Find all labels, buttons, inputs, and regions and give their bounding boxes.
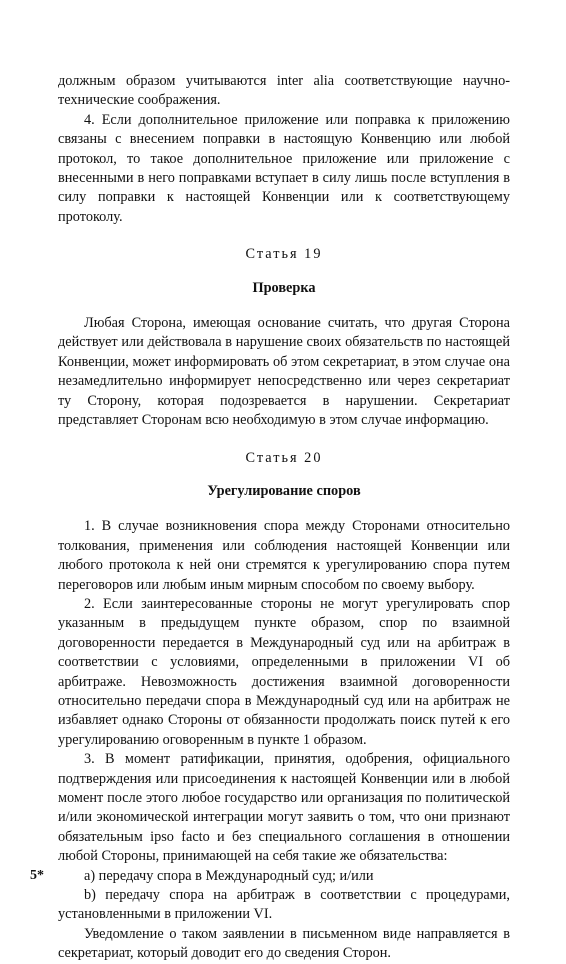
document-page bbox=[58, 72, 510, 964]
article-19-number: Статья 19 bbox=[245, 246, 323, 263]
article-20-paragraph-1: 1. В случае возникновения спора между Сторонами относительно толкования, применения или соблюдения настоящей Конвенции или любого протокола к ней они стремятся к урегулированию спора путем переговоров или любым иным мирным способом по своему выбору. bbox=[58, 518, 510, 593]
paragraph-4: 4. Если дополнительное приложение или поправка к приложению связаны с внесением поправки в настоящую Конвенцию или любой протокол, то такое дополнительное приложение или приложение с внесенными в него поправками вступает в силу лишь после вступления в силу поправки к настоящей Конвенции или к соответствующему протоколу. bbox=[58, 111, 510, 225]
article-19-title: Проверка bbox=[252, 279, 316, 296]
article-20-paragraph-2: 2. Если заинтересованные стороны не могут урегулировать спор указанным в предыдущем пункте образом, спор по взаимной договоренности передается в Международный суд или на арбитраж в соответствии с условиями, определенными в приложении VI об арбитраже. Невозможность достижения взаимной договоренности относительно передачи спора в Международный суд или на арбитраж не избавляет однако Стороны от обязанности продолжать поиск путей к его урегулированию оговоренным в пункте 1 образом. bbox=[58, 595, 510, 748]
article-20-title: Урегулирование споров bbox=[207, 482, 361, 499]
article-20-paragraph-3: 3. В момент ратификации, принятия, одобрения, официального подтверждения или присоединения к настоящей Конвенции или в любой момент после этого любое государство или организация по политической и/или экономической интеграции могут заявить о том, что они признают обязательным ipso facto и без специального соглашения в отношении любой Стороны, принимающей на себя такие же обязательства: bbox=[58, 751, 510, 865]
article-20-number: Статья 20 bbox=[245, 449, 323, 466]
article-20-item-b: b) передачу спора на арбитраж в соответствии с процедурами, установленными в приложении VI. bbox=[58, 887, 510, 923]
article-19-text: Любая Сторона, имеющая основание считать, что другая Сторона действует или действовала в нарушение своих обязательств по настоящей Конвенции, может информировать об этом секретариат, в этом случае она незамедлительно информирует непосредственно или через секретариат ту Сторону, которая подозревается в нарушении. Секретариат представляет Сторонам всю необходимую в этом случае информацию. bbox=[58, 315, 510, 429]
article-20-item-a: а) передачу спора в Международный суд; и/или bbox=[84, 867, 374, 884]
signature-mark: 5* bbox=[30, 868, 44, 883]
continuation-paragraph: должным образом учитываются inter alia соответствующие научно-технические соображения. bbox=[58, 73, 510, 109]
article-20-notice-paragraph: Уведомление о таком заявлении в письменном виде направляется в секретариат, который доводит его до сведения Сторон. bbox=[58, 925, 510, 962]
